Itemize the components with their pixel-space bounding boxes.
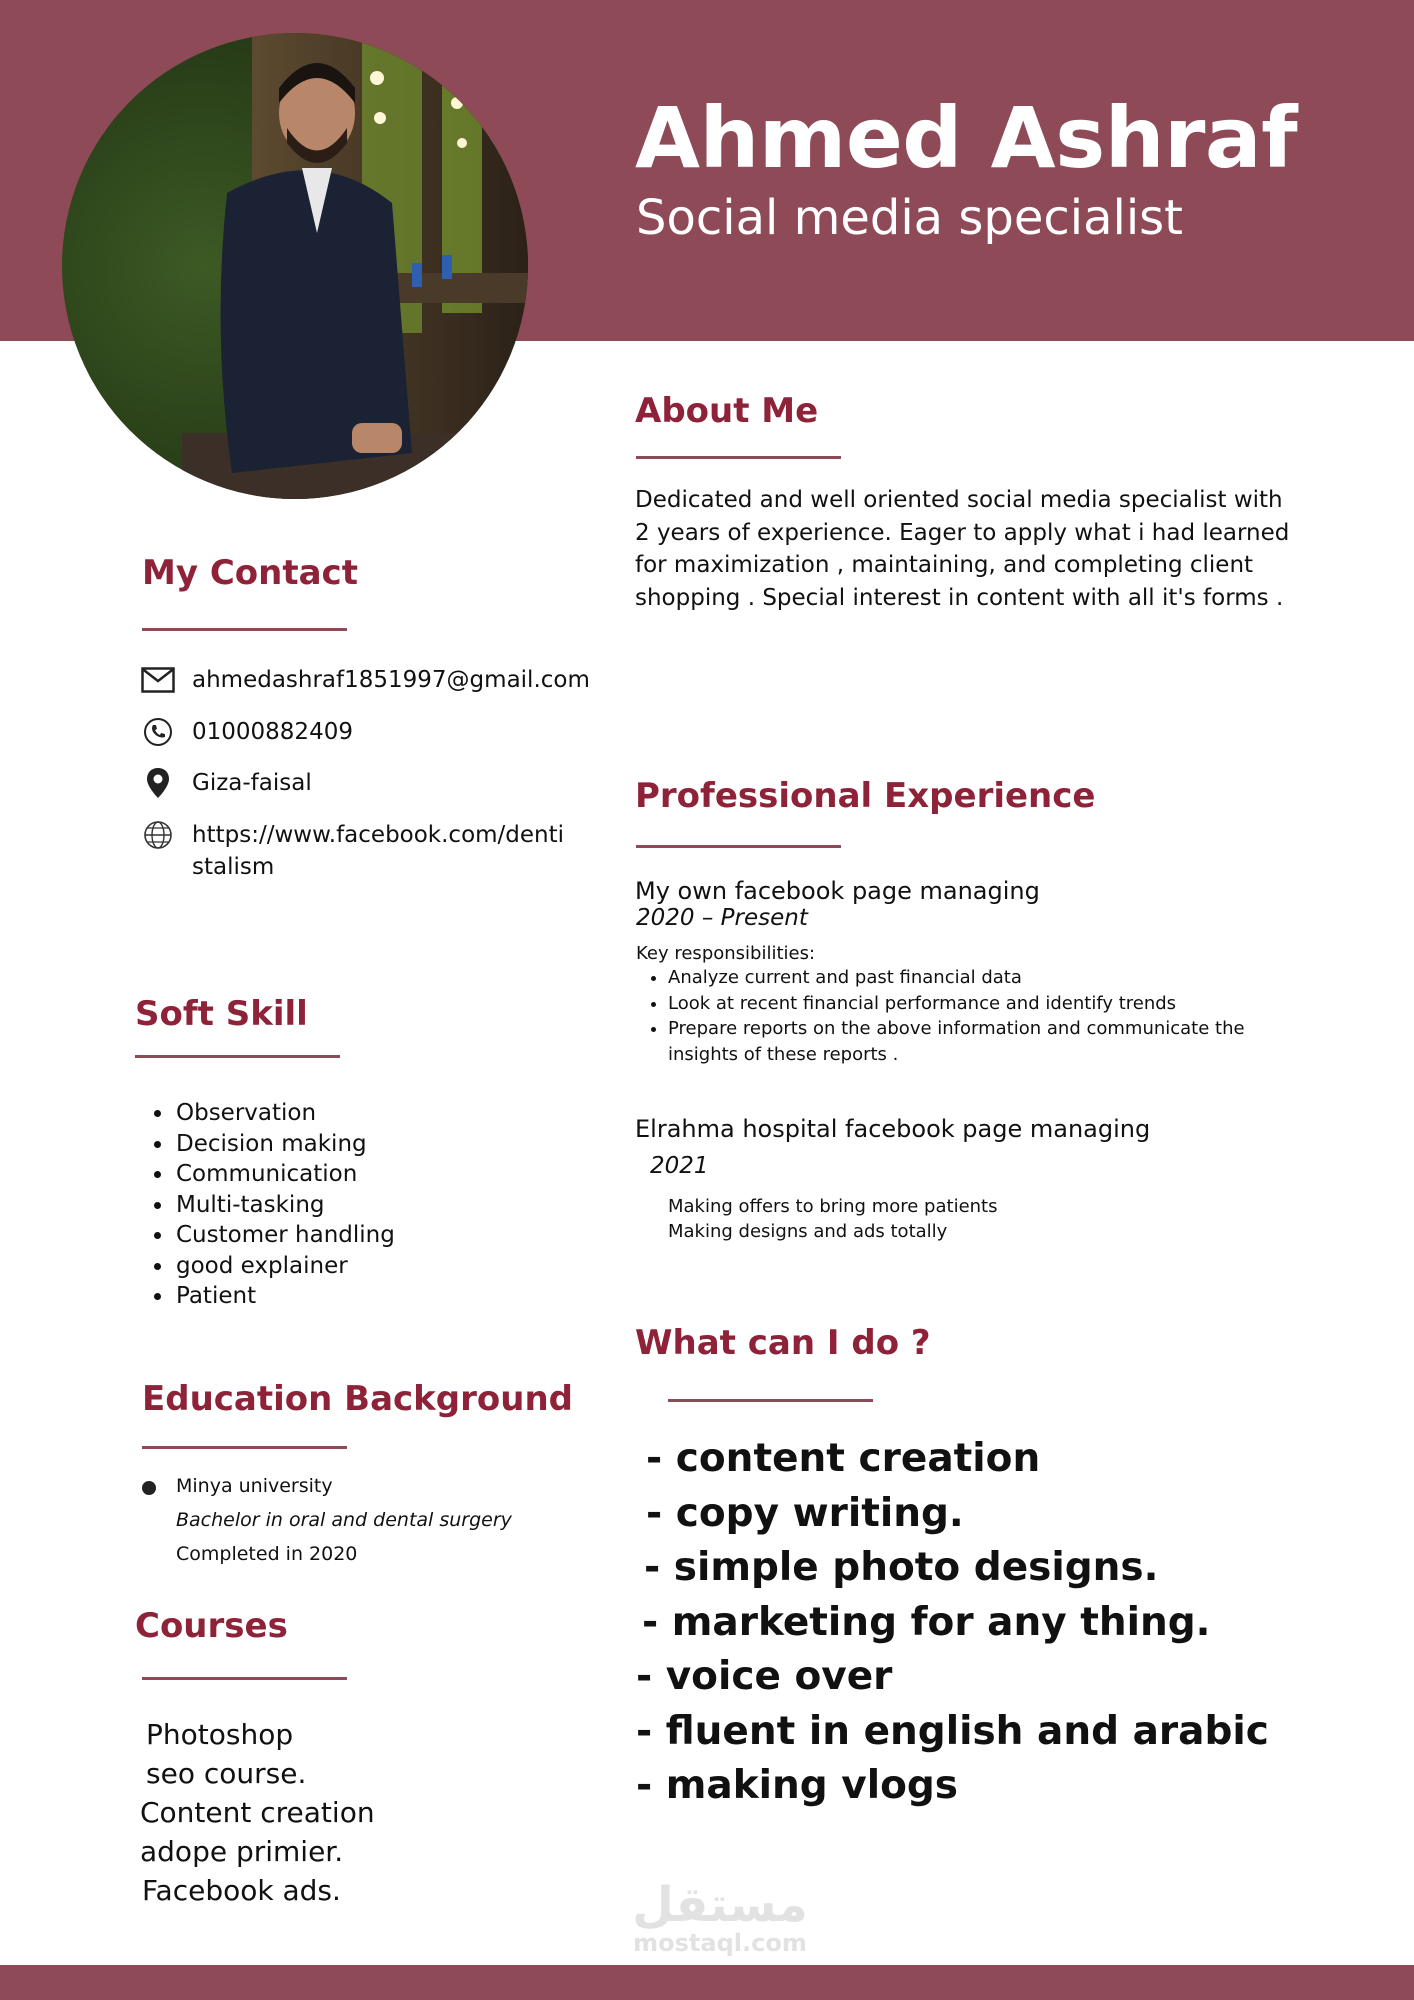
experience-heading: Professional Experience <box>635 776 1096 816</box>
list-item: - voice over <box>636 1654 893 1699</box>
about-divider <box>636 456 841 459</box>
list-item: • Look at recent financial performance and identify trends <box>668 991 1318 1017</box>
course-item: adope primier. <box>140 1835 344 1868</box>
experience-divider <box>636 845 841 848</box>
list-item: • Customer handling <box>174 1220 395 1251</box>
list-item: • good explainer <box>174 1251 395 1282</box>
list-item: • Multi-tasking <box>174 1190 395 1221</box>
list-item: - simple photo designs. <box>644 1545 1159 1590</box>
watermark-latin: mostaql.com <box>633 1929 807 1957</box>
education-divider <box>142 1446 347 1449</box>
about-text: Dedicated and well oriented social media specialist with 2 years of experience. Eager to apply what i had learned for maximization , maintaining, and completing client shopping . Special interest in content with all it's forms . <box>635 487 1290 611</box>
job-line: Making offers to bring more patients <box>668 1196 998 1217</box>
phone-icon <box>140 716 176 748</box>
list-item: • Decision making <box>174 1129 395 1160</box>
profile-photo <box>62 33 528 499</box>
candidate-name: Ahmed Ashraf <box>635 89 1298 187</box>
job-title: Elrahma hospital facebook page managing <box>635 1115 1151 1143</box>
contact-location <box>140 767 312 799</box>
list-item: • Patient <box>174 1281 395 1312</box>
education-completed: Completed in 2020 <box>176 1543 358 1565</box>
soft-skill-heading: Soft Skill <box>135 994 308 1034</box>
watermark-arabic: مستقل <box>632 1877 808 1933</box>
list-item: - content creation <box>646 1436 1041 1481</box>
location-pin-icon <box>140 767 176 799</box>
list-item: • Communication <box>174 1159 395 1190</box>
list-item: - making vlogs <box>636 1763 958 1808</box>
responsibility-list <box>650 965 1318 1067</box>
contact-website[interactable] <box>140 819 572 883</box>
soft-skill-list <box>150 1098 395 1312</box>
course-item: Photoshop <box>146 1718 294 1751</box>
contact-divider <box>142 628 347 631</box>
envelope-icon <box>140 664 176 696</box>
soft-skill-divider <box>135 1055 340 1058</box>
course-item: seo course. <box>146 1757 307 1790</box>
education-bullet <box>142 1481 156 1495</box>
cando-heading: What can I do ? <box>635 1323 931 1363</box>
about-heading: About Me <box>635 391 819 431</box>
list-item: - marketing for any thing. <box>642 1599 1211 1645</box>
contact-heading: My Contact <box>142 553 358 593</box>
watermark <box>600 1877 840 1957</box>
contact-email-text: ahmedashraf1851997@gmail.com <box>192 667 590 693</box>
list-item: • Prepare reports on the above information and communicate the insights of these reports . <box>668 1016 1288 1067</box>
course-item: Content creation <box>140 1796 375 1829</box>
contact-phone[interactable] <box>140 716 353 748</box>
contact-website-text: https://www.facebook.com/dentistalism <box>192 822 565 880</box>
education-school: Minya university <box>176 1475 333 1497</box>
contact-location-text: Giza-faisal <box>192 770 312 796</box>
education-heading: Education Background <box>142 1379 574 1419</box>
job-line: Making designs and ads totally <box>668 1221 948 1242</box>
cando-divider <box>668 1399 873 1402</box>
job-date: 2021 <box>650 1153 709 1179</box>
cando-list <box>636 1432 1269 1814</box>
courses-heading: Courses <box>135 1606 288 1646</box>
list-item: - fluent in english and arabic <box>636 1708 1269 1754</box>
footer-band <box>0 1965 1414 2000</box>
candidate-role: Social media specialist <box>636 190 1183 246</box>
job-intro: Key responsibilities: <box>636 943 816 964</box>
job-title: My own facebook page managing <box>635 877 1040 905</box>
list-item: - copy writing. <box>646 1490 964 1536</box>
list-item: • Observation <box>174 1098 395 1129</box>
education-degree: Bachelor in oral and dental surgery <box>176 1509 512 1531</box>
courses-divider <box>142 1677 347 1680</box>
contact-email[interactable] <box>140 664 590 696</box>
job-date: 2020 – Present <box>636 905 808 931</box>
globe-icon <box>140 819 176 851</box>
contact-phone-text: 01000882409 <box>192 719 353 745</box>
course-item: Facebook ads. <box>142 1874 341 1907</box>
list-item: • Analyze current and past financial data <box>668 965 1318 991</box>
